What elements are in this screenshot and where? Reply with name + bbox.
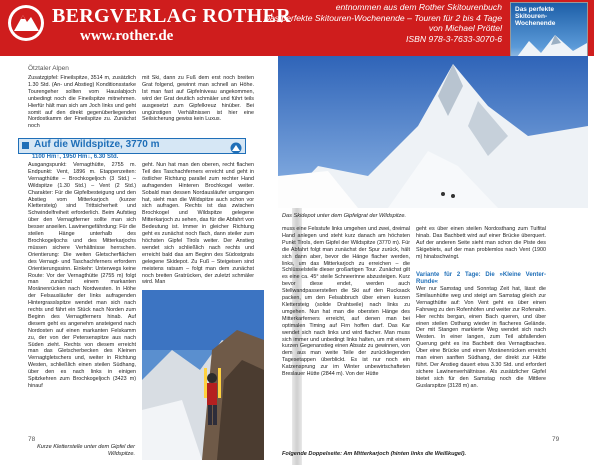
rother-logo-icon [6,3,46,47]
mountain-photo [278,56,588,208]
photo-caption: Das Skidepot unter dem Gipfelgrat der Wildspitze. [282,213,407,219]
cover-title: Das perfekte Skitouren- Wochenende [515,6,556,27]
text-column: muss eine Felsstufe links umgehen und zwei, dreimal Hand anlegen und steht kurz danach am höchsten Punkt Tirols, dem Gipfel der Wildspitze (3770 m). Für die Abfahrt folgt man zunächst der Spur zurück, hält sich dann aber, bevor die Hänge flacher werden, links, um das Mitterkarjoch zu erreichen – die Schlüsselstelle dieser großartigen Tour. Zunächst gilt es eine ca. 45° steile Schneerinne abzusteigen. Kurz bevor diese endet, werden auch Stellwandpasserstellen die Ski auf den Rucksack packen, um den Felsabbruch über einen kurzen Klettersteig (solide Drahtseile) nach links zu umgehen. Nun hat man die obersten Hänge des Mitterkarferners erreicht, auf denen man bei optimalen Timing auf Firn hoffen darf. Das Kar wendet sich nach links und wird flacher. Man muss sich immer und unbedingt links halten, um mit einem kurzen Gegenanstieg einen Absatz zu gewinnen, von dem aus man weite Teile der zurückliegenden Tagesetappen überblickt. Es ist nur noch ein Katzensprung zur im Winter unbewirtschafteten Breslauer Hütte (2844 m). Von der Hütte [282,226,410,378]
brand-name: BERGVERLAG ROTHER [52,5,292,27]
tour-title-bar [18,138,246,154]
ski-tour-icon [230,142,242,154]
next-page-note: Folgende Doppelseite: Am Mitterkarjoch (hinten links die Weißkugel). [282,451,466,457]
page-number: 78 [28,436,36,443]
book-info-line: entnommen aus dem Rother Skitourenbuch [335,2,502,12]
page-number: 79 [552,436,560,443]
book-info [264,2,502,44]
brand-url[interactable]: www.rother.de [80,28,174,44]
tour-stats: 1100 Hm↑, 1950 Hm↓, 6.30 Std. [32,154,119,160]
right-page [282,56,594,465]
text-column: geht es über einen steilen Nordosthang zum Tuifital hinab. Das Bachbett wird auf einer Brücke überquert. Auf der anderen Seite sieht man schon die Piste des Skigebiets, auf der man problemlos nach Vent (1900 m) hinabschwingt. [416,226,546,260]
publisher-banner [0,0,594,56]
text-column: Zusatzgipfel: Fineilspitze, 3514 m, zusätzlich 1.30 Std. (An- und Abstieg) Konditionsstarke Tourengeher sollten vom Hauslabjoch unbedingt noch die Fineilspitze mitnehmen. Hierfür hält man sich am Joch links und geht somit auf den direkt gegenüberliegenden Nordostkamm der Fineilspitze zu. Zunächst noch [28,75,136,130]
photo-caption: Kurze Kletterstelle unter dem Gipfel der Wildspitze. [37,444,135,457]
climber-photo [142,290,264,460]
text-column: Wer nur Samstag und Sonntag Zeit hat, lässt die Similaunhütte weg und steigt am Samstag gleich zur Vernagthütte auf: Von Vent geht es über einen Fahrweg zu den Rofenhöfen und weiter zur Rofenalm. Hier rechts bergan, einen Bach queren, und über einen steilen Osthang wieder in flacheres Gelände. Der mit Stangen markierte Weg wendet sich nach Westen. In einer langen, zum Teil abfallenden Querung geht es ins Bachbett des Vernagtbaches. Über eine Brücke und einen Moränenrücken erreicht man einen sanften Südhang, der direkt zur Hütte führt. Der Anstieg dauert etwa 3.30 Std. und erfordert sichere Lawinenverhältnisse. Als zusätzlicher Gipfel bietet sich für den Samstag noch die Mittlere Guslarspitze (3128 m) an. [416,286,546,389]
variant-title: Variante für 2 Tage: Die »Kleine Venter-Runde« [416,272,546,285]
tour-marker-icon [22,142,29,149]
tour-title: Auf die Wildspitze, 3770 m [34,139,160,150]
text-column: mit Ski, dann zu Fuß dem erst noch breiten Grat folgend, gewinnt man schnell an Höhe. Ist man fast auf Gipfelniveau angekommen, wird der Grat deutlich schmäler und führt teils ausgesetzt zum Gipfelkreuz hinüber. Bei ungünstigen Verhältnissen ist hier eine Seilsicherung gewiss kein Luxus. [142,75,254,123]
region-header: Ötztaler Alpen [28,65,69,72]
book-info-line: Das perfekte Skitouren-Wochenende – Touren für 2 bis 4 Tage [263,12,502,23]
tour-details-column: Ausgangspunkt: Vernagthütte, 2755 m. Endpunkt: Vent, 1896 m. Etappenzeiten: Vernagthütte – Brochkogeljoch (3 Std.) – Wildspitze (1.30 Std.) – Vent (2 Std.) Charakter: Für die Gipfelbesteigung und den Abstieg vom Mitterkarjoch (kurzer Klettersteig) sind Trittsicherheit und Schwindelfreiheit erforderlich. Beim Aufstieg über den Vernagtferner sollte man sich besser anseilen. Lawinengefährdung: Für die steilen Hänge unterhalb des Brochkogeljochs und des Mitterkarjochs müssen sichere Verhältnisse herrschen. Orientierung: Die weiten Gletscherflächen des Vernagt- und Taschachferners erfordern Orientierungssinn. Einkehr: Unterwegs keine Route: Vor der Vernagthütte (2755 m) folgt man zunächst einem markanten Moränenrücken nach Nordwesten. In Höhe der Felsausläufer der links aufragenden Hintergrasslspitze wendet man sich nach rechts und fährt ein Stück nach Norden zum Beginn des Vernagtferners hinab. Auf diesem geht es angenehm ansteigend nach Nordosten auf einen markanten Felskamm zu, der von der Petersenspitze aus nach Süden zieht. Rechts von diesem erreicht man das Gletscherbecken des Kleinen Vernagtgletschers und, weiter in Richtung Westen, schließlich einen steilen Südhang, über den es nach links in einigen Spitzkehren zum Brochkogeljoch (3423 m) hinauf [28,162,136,389]
left-page [0,56,292,465]
book-info-line: ISBN 978-3-7633-3070-6 [405,33,502,44]
book-info-line: von Michael Pröttel [428,23,502,34]
text-column: geht. Nun hat man den oberen, recht flachen Teil des Taschachferners erreicht und geht in östlicher Richtung parallel zum rechter Hand aufragenden Hinteren Brochkogel weiter. Sobald man dessen Nordausläufer umgangen hat, sieht man die Wildspitze auch schon vor sich aufragen. Rechts ist das zwischen Brochkogel und Wildspitze gelegene Mitterkarjoch zu sehen, das für die Abfahrt von Bedeutung ist. Immer in gleicher Richtung geht es zunächst noch flach, dann steiler zum höchsten Gipfel Tirols weiter. Der Anstieg wendet sich schließlich nach rechts und erreicht bald das am Beginn des Südostgrats gelegene Skidepot. Zu Fuß – Steigeisen sind meistens ratsam – folgt man dem zunächst noch breiten Gratrücken, der zuletzt schmäler wird. Man [142,162,254,286]
